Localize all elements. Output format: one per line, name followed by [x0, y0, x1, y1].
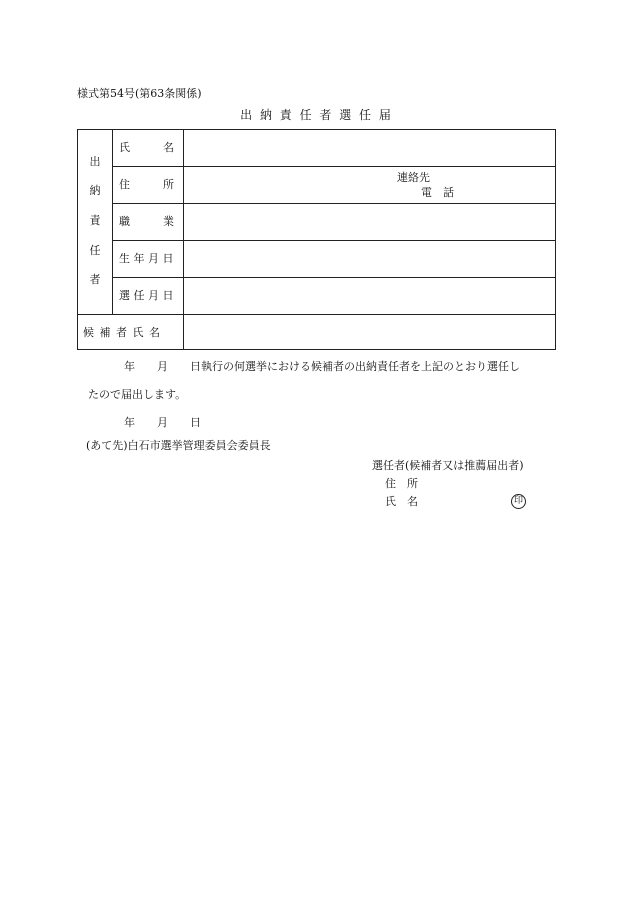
- submission-date: 年 月 日: [124, 416, 201, 429]
- phone-label: 電 話: [421, 186, 454, 199]
- contact-label: 連絡先: [397, 171, 430, 184]
- table-row-line: [77, 314, 556, 315]
- section-label-char: 出: [89, 155, 101, 168]
- section-label-char: 者: [89, 273, 101, 286]
- row-label-birthdate: 生 年 月 日: [119, 252, 174, 265]
- row-label-address: 住 所: [119, 178, 174, 191]
- appointer-address-label: 住 所: [385, 477, 418, 490]
- table-row-line: [112, 240, 556, 241]
- addressee: (あて先)白石市選挙管理委員会委員長: [86, 439, 271, 452]
- statement-line-1: 年 月 日執行の何選挙における候補者の出納責任者を上記のとおり選任し: [124, 360, 520, 373]
- page-title: 出 納 責 任 者 選 任 届: [240, 108, 393, 122]
- row-label-appointment-date: 選 任 月 日: [119, 289, 174, 302]
- form-number: 様式第54号(第63条関係): [77, 87, 202, 100]
- row-label-name: 氏 名: [119, 141, 174, 154]
- section-label-char: 納: [89, 184, 101, 197]
- appointer-heading: 選任者(候補者又は推薦届出者): [372, 459, 524, 472]
- section-label-char: 任: [89, 244, 101, 257]
- table-row-line: [112, 166, 556, 167]
- section-label-char: 責: [89, 214, 101, 227]
- table-row-line: [112, 277, 556, 278]
- candidate-name-label: 候 補 者 氏 名: [83, 326, 161, 339]
- row-label-occupation: 職 業: [119, 215, 174, 228]
- statement-line-2: たので届出します。: [88, 388, 187, 401]
- table-divider-section: [112, 129, 113, 314]
- seal-mark: 印: [511, 494, 526, 509]
- table-row-line: [112, 203, 556, 204]
- appointer-name-label: 氏 名: [385, 495, 418, 508]
